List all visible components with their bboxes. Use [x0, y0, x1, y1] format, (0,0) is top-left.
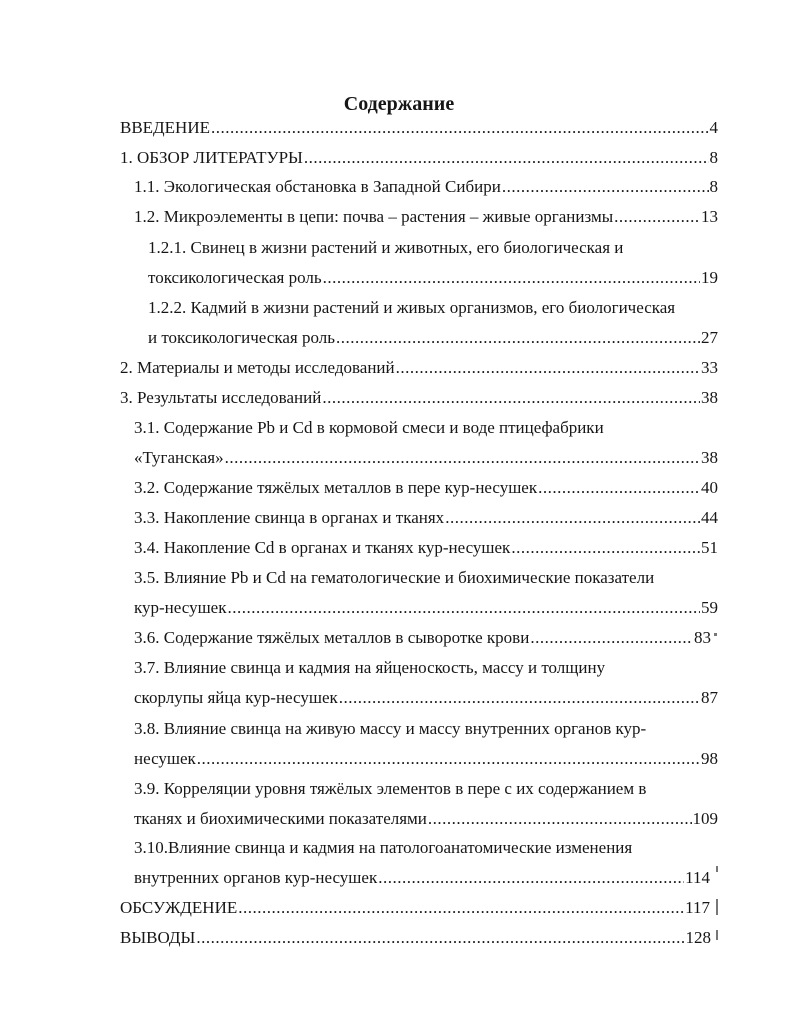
toc-entry-3-10: [134, 865, 710, 891]
toc-entry-3-9: [134, 806, 718, 832]
toc-leader: [336, 325, 700, 351]
toc-entry-text: 3.4. Накопление Cd в органах и тканях кур-несушек: [134, 538, 511, 557]
toc-entry-3-5: [134, 595, 718, 621]
toc-entry-text: 1.1. Экологическая обстановка в Западной Сибири: [134, 177, 501, 196]
toc-leader: [614, 204, 700, 230]
toc-entry-text: внутренних органов кур-несушек: [134, 868, 378, 887]
toc-entry-page: 51: [701, 538, 718, 557]
toc-leader: [530, 625, 693, 651]
toc-entry-page: 114: [685, 868, 710, 887]
toc-leader: [339, 685, 700, 711]
toc-entry-1-2-2-first-line: 1.2.2. Кадмий в жизни растений и живых организмов, его биологическая: [148, 298, 676, 317]
toc-entry-page: 83: [694, 628, 711, 647]
toc-entry-text: тканях и биохимическими показателями: [134, 809, 427, 828]
toc-entry-page: 128: [685, 928, 711, 947]
toc-entry-3-6: [134, 625, 711, 651]
toc-entry-discussion: [120, 895, 710, 921]
toc-leader: [323, 265, 700, 291]
toc-entry-text: 1.2. Микроэлементы в цепи: почва – растения – живые организмы: [134, 207, 614, 226]
toc-leader: [511, 535, 700, 561]
toc-leader: [378, 865, 684, 891]
toc-entry-3-2: [134, 475, 718, 501]
toc-entry-page: 98: [701, 749, 718, 768]
toc-entry-3-1: [134, 445, 718, 471]
scan-speck: [716, 866, 718, 872]
toc-entry-text: токсикологическая роль: [148, 268, 322, 287]
toc-entry-text: ОБСУЖДЕНИЕ: [120, 898, 238, 917]
toc-entry-3-8-first-line: 3.8. Влияние свинца на живую массу и массу внутренних органов кур-: [134, 719, 647, 738]
toc-entry-page: 8: [709, 148, 718, 167]
toc-entry-introduction: [120, 115, 718, 141]
toc-entry-page: 38: [701, 388, 718, 407]
toc-leader: [502, 174, 709, 200]
toc-entry-3-1-first-line: 3.1. Содержание Pb и Cd в кормовой смеси и воде птицефабрики: [134, 418, 604, 437]
page-title: Содержание: [343, 93, 455, 115]
toc-entry-3-9-first-line: 3.9. Корреляции уровня тяжёлых элементов в пере с их содержанием в: [134, 779, 647, 798]
toc-leader: [211, 115, 709, 141]
toc-entry-page: 59: [701, 598, 718, 617]
toc-entry-1-1: [134, 174, 718, 200]
toc-entry-text: 3.6. Содержание тяжёлых металлов в сыворотке крови: [134, 628, 530, 647]
scan-speck: [714, 633, 717, 636]
toc-entry-page: 87: [701, 688, 718, 707]
toc-entry-1-2-1: [148, 265, 718, 291]
toc-leader: [538, 475, 700, 501]
toc-entry-text: 3.2. Содержание тяжёлых металлов в пере кур-несушек: [134, 478, 538, 497]
toc-leader: [396, 355, 700, 381]
toc-entry-page: 27: [701, 328, 718, 347]
toc-entry-2: [120, 355, 718, 381]
toc-leader: [197, 746, 700, 772]
toc-entry-3: [120, 385, 718, 411]
toc-entry-text: 2. Материалы и методы исследований: [120, 358, 395, 377]
toc-entry-conclusions: [120, 925, 711, 951]
toc-entry-text: 3.3. Накопление свинца в органах и тканях: [134, 508, 445, 527]
toc-leader: [196, 925, 684, 951]
toc-entry-3-4: [134, 535, 718, 561]
toc-entry-3-3: [134, 505, 718, 531]
toc-entry-3-7-first-line: 3.7. Влияние свинца и кадмия на яйценоскость, массу и толщину: [134, 658, 606, 677]
scan-speck: [716, 899, 718, 915]
toc-entry-3-10-first-line: 3.10.Влияние свинца и кадмия на патологоанатомические изменения: [134, 838, 633, 857]
toc-entry-1: [120, 145, 718, 171]
toc-entry-page: 109: [692, 809, 718, 828]
toc-entry-text: 1. ОБЗОР ЛИТЕРАТУРЫ: [120, 148, 303, 167]
toc-entry-text: «Туганская»: [134, 448, 224, 467]
toc-entry-text: кур-несушек: [134, 598, 227, 617]
toc-entry-text: скорлупы яйца кур-несушек: [134, 688, 338, 707]
toc-entry-text: ВЫВОДЫ: [120, 928, 196, 947]
toc-entry-page: 117: [685, 898, 710, 917]
toc-entry-page: 4: [709, 118, 718, 137]
toc-entry-1-2-1-first-line: 1.2.1. Свинец в жизни растений и животных, его биологическая и: [148, 238, 624, 257]
toc-entry-1-2-2: [148, 325, 718, 351]
toc-entry-page: 13: [701, 207, 718, 226]
toc-leader: [225, 445, 700, 471]
toc-entry-page: 33: [701, 358, 718, 377]
toc-leader: [227, 595, 700, 621]
toc-leader: [445, 505, 700, 531]
toc-leader: [428, 806, 692, 832]
scan-speck: [716, 930, 718, 940]
toc-entry-text: ВВЕДЕНИЕ: [120, 118, 210, 137]
toc-entry-1-2: [134, 204, 718, 230]
toc-entry-3-8: [134, 746, 718, 772]
toc-leader: [304, 145, 709, 171]
toc-leader: [238, 895, 684, 921]
toc-entry-page: 8: [709, 177, 718, 196]
toc-entry-page: 38: [701, 448, 718, 467]
toc-entry-text: 3. Результаты исследований: [120, 388, 322, 407]
toc-entry-page: 40: [701, 478, 718, 497]
toc-entry-3-5-first-line: 3.5. Влияние Pb и Cd на гематологические и биохимические показатели: [134, 568, 655, 587]
toc-leader: [322, 385, 700, 411]
toc-entry-3-7: [134, 685, 718, 711]
toc-entry-page: 44: [701, 508, 718, 527]
toc-entry-text: несушек: [134, 749, 196, 768]
toc-entry-page: 19: [701, 268, 718, 287]
toc-entry-text: и токсикологическая роль: [148, 328, 335, 347]
